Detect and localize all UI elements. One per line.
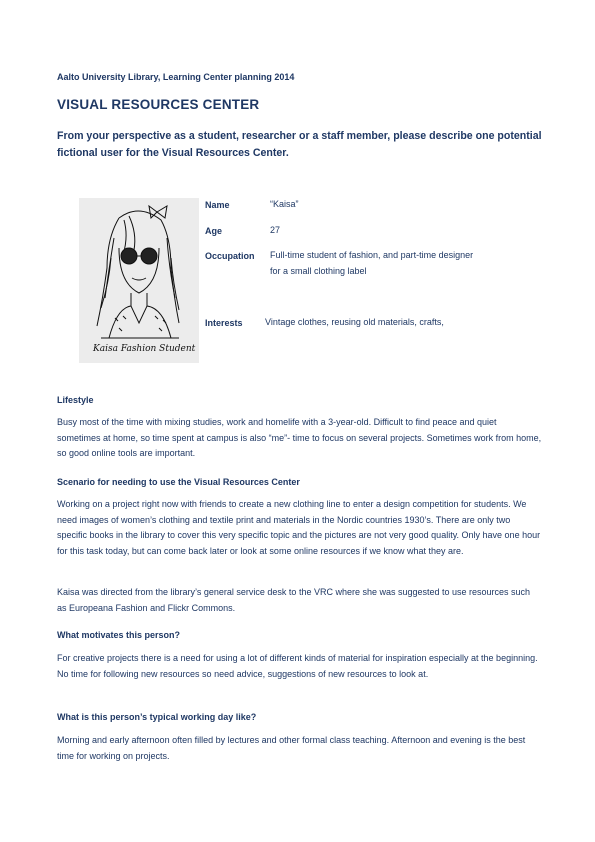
interests-label: Interests (205, 318, 243, 328)
lifestyle-heading: Lifestyle (57, 395, 94, 405)
name-label: Name (205, 200, 230, 210)
interests-value: Vintage clothes, reusing old materials, crafts, (265, 317, 444, 327)
motivates-text: For creative projects there is a need for using a lot of different kinds of material for inspiration especially at the beginning. No time for following new resources so need advice, suggestions of new resources to look at. (57, 653, 538, 679)
occupation-label: Occupation (205, 251, 255, 261)
motivates-heading: What motivates this person? (57, 630, 181, 640)
page-title: VISUAL RESOURCES CENTER (57, 97, 260, 112)
intro-question: From your perspective as a student, researcher or a staff member, please describe one potential fictional user for the Visual Resources Center. (57, 130, 542, 159)
occupation-value-line2: for a small clothing label (270, 266, 367, 276)
lifestyle-text: Busy most of the time with mixing studies, work and homelife with a 3-year-old. Difficult to find peace and quiet sometimes at home, so time spent at campus is also “me”- time to focus on several projects. Sometimes work from home, so good online tools are important. (57, 417, 542, 459)
occupation-value-line1: Full-time student of fashion, and part-time designer (270, 250, 474, 260)
scenario-text: Working on a project right now with friends to create a new clothing line to enter a design competition for students. We need images of women’s clothing and textile print and materials in the Nordic countries 1930’s. There are only two specific books in the library to cover this very specific topic and the pictures are not very good quality. Only have one hour for this task today, but can come back later or look at some online resources if we know what they are. (57, 499, 541, 556)
document-header: Aalto University Library, Learning Center planning 2014 (57, 72, 295, 82)
workday-text: Morning and early afternoon often filled by lectures and other formal class teaching. Afternoon and evening is the best time for working on projects. (57, 735, 526, 761)
workday-heading: What is this person’s typical working day like? (57, 712, 257, 722)
portrait-sketch (79, 198, 199, 363)
age-label: Age (205, 226, 223, 236)
portrait-caption: Kaisa Fashion Student (93, 344, 196, 354)
age-value: 27 (270, 225, 281, 235)
scenario-heading: Scenario for needing to use the Visual Resources Center (57, 477, 300, 487)
name-value: “Kaisa” (270, 199, 299, 209)
directed-text: Kaisa was directed from the library’s general service desk to the VRC where she was suggested to use resources such as Europeana Fashion and Flickr Commons. (57, 587, 531, 613)
portrait-drawing (79, 198, 199, 363)
